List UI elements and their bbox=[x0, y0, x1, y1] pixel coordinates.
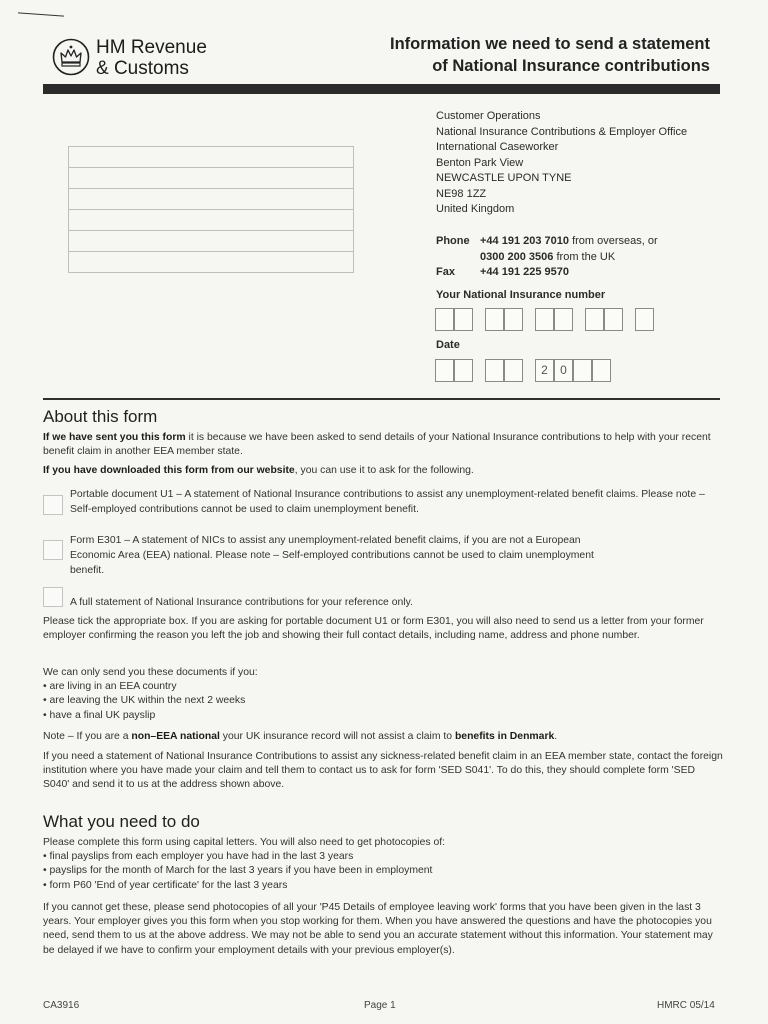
date-day-box[interactable] bbox=[435, 359, 454, 382]
address-line-field[interactable] bbox=[68, 146, 354, 167]
what-list: Please complete this form using capital letters. You will also need to get photocopies of: • final payslips from each employer you have had in the last 3 years • payslips for the month of March for the last 3 years if you have been in employment • form P60 'End of year certificate' for the last 3 years bbox=[43, 836, 723, 893]
address-line: Customer Operations bbox=[436, 110, 541, 122]
about-paragraph-5: If you need a statement of National Insurance Contributions to assist any sickness-related benefit claim in an EEA member state, contact the foreign institution where you have made your claim and tell them to contact us to ask for form 'SED S041'. To do this, they should complete form 'SED S040' and send it to us at the address shown above. bbox=[43, 751, 723, 791]
about-paragraph-3: Please tick the appropriate box. If you are asking for portable document U1 or form E301, you will also need to send us a letter from your former employer confirming the reason you left the job and showing their full contact details, including name, address and phone number. bbox=[43, 616, 704, 642]
ni-char-box[interactable] bbox=[604, 308, 623, 331]
address-line: International Caseworker bbox=[436, 141, 559, 153]
address-line: National Insurance Contributions & Employer Office bbox=[436, 125, 688, 138]
date-month-box[interactable] bbox=[485, 359, 504, 382]
what-paragraph-2: If you cannot get these, please send photocopies of all your 'P45 Details of employee leaving work' forms that you have been given in the last 3 years. Your employer gives you this form when you stop working for them. When you have answered the questions and have the photocopies you need, send them to us at the above address. We may not be able to send you an accurate statement without this information. Your statement may be delayed if we have to confirm your employment details with your previous employer(s). bbox=[43, 902, 713, 956]
denmark-note: Note – If you are a non–EEA national your UK insurance record will not assist a claim to benefits in Denmark. bbox=[43, 731, 558, 742]
form-code: CA3916 bbox=[43, 1000, 80, 1011]
list-item: • have a final UK payslip bbox=[43, 709, 156, 721]
what-heading: What you need to do bbox=[43, 812, 200, 831]
form-version: HMRC 05/14 bbox=[657, 1000, 715, 1011]
scan-mark bbox=[18, 12, 64, 16]
date-label: Date bbox=[436, 339, 460, 351]
list-item: • payslips for the month of March for the last 3 years if you have been in employment bbox=[43, 865, 433, 877]
ni-char-box[interactable] bbox=[535, 308, 554, 331]
title-line1: Information we need to send a statement bbox=[390, 35, 710, 53]
list-item: • are living in an EEA country bbox=[43, 681, 177, 693]
option-full-statement-label: A full statement of National Insurance contributions for your reference only. bbox=[70, 597, 413, 608]
address-line-field[interactable] bbox=[68, 188, 354, 209]
org-name-line1: HM Revenue bbox=[96, 37, 207, 58]
address-line-field[interactable] bbox=[68, 251, 354, 273]
eligibility-list: We can only send you these documents if you: • are living in an EEA country • are leaving the UK within the next 2 weeks • have a final UK payslip bbox=[43, 666, 723, 723]
date-year-box[interactable]: 2 bbox=[535, 359, 554, 382]
crown-crest-icon bbox=[52, 38, 90, 76]
section-divider bbox=[43, 398, 720, 400]
address-line: NE98 1ZZ bbox=[436, 187, 487, 200]
option-checkbox-full-statement[interactable] bbox=[43, 587, 63, 607]
option-checkbox-e301[interactable] bbox=[43, 540, 63, 560]
contact-numbers: Phone +44 191 203 7010 from overseas, or 0300 200 3506 from the UK Fax +44 191 225 9570 bbox=[436, 234, 658, 281]
title-line2: of National Insurance contributions bbox=[432, 57, 710, 75]
return-address bbox=[436, 109, 687, 218]
page-number: Page 1 bbox=[364, 1000, 396, 1011]
recipient-address-box[interactable] bbox=[68, 146, 354, 273]
list-item: • form P60 'End of year certificate' for the last 3 years bbox=[43, 879, 288, 891]
address-line-field[interactable] bbox=[68, 230, 354, 251]
address-line: Benton Park View bbox=[436, 156, 524, 169]
ni-char-box[interactable] bbox=[635, 308, 654, 331]
fax-label: Fax bbox=[436, 266, 455, 278]
date-day-box[interactable] bbox=[454, 359, 473, 382]
list-item: • are leaving the UK within the next 2 weeks bbox=[43, 695, 246, 707]
option-u1-label: Portable document U1 – A statement of National Insurance contributions to assist any unemployment-related benefit claims. Please note – Self-employed contributions cannot be used to claim unemployment benefit. bbox=[70, 489, 705, 515]
address-line: NEWCASTLE UPON TYNE bbox=[436, 172, 572, 184]
fax-number: +44 191 225 9570 bbox=[480, 266, 570, 278]
option-e301-label: Form E301 – A statement of NICs to assist any unemployment-related benefit claims, if you are not a European Economic Area (EEA) national. Please note – Self-employed contributions cannot be used to claim unemployment benefit. bbox=[70, 535, 594, 576]
option-checkbox-u1[interactable] bbox=[43, 495, 63, 515]
ni-char-box[interactable] bbox=[485, 308, 504, 331]
ni-char-box[interactable] bbox=[504, 308, 523, 331]
ni-char-box[interactable] bbox=[454, 308, 473, 331]
ni-char-box[interactable] bbox=[585, 308, 604, 331]
address-line-field[interactable] bbox=[68, 209, 354, 230]
address-line-field[interactable] bbox=[68, 167, 354, 188]
date-year-box[interactable] bbox=[592, 359, 611, 382]
phone-uk: 0300 200 3506 bbox=[480, 250, 554, 263]
ni-char-box[interactable] bbox=[435, 308, 454, 331]
phone-overseas: +44 191 203 7010 bbox=[480, 235, 570, 247]
form-title bbox=[290, 33, 710, 77]
org-name-line2: & Customs bbox=[96, 58, 189, 79]
date-year-box[interactable] bbox=[573, 359, 592, 382]
list-item: • final payslips from each employer you have had in the last 3 years bbox=[43, 851, 354, 863]
ni-number-label: Your National Insurance number bbox=[436, 289, 606, 301]
about-heading: About this form bbox=[43, 407, 158, 426]
phone-label: Phone bbox=[436, 235, 470, 247]
date-year-box[interactable]: 0 bbox=[554, 359, 573, 382]
date-month-box[interactable] bbox=[504, 359, 523, 382]
header-divider bbox=[43, 84, 720, 94]
about-paragraph-1: If we have sent you this form it is because we have been asked to send details of your National Insurance contributions to help with your recent benefit claim in another EEA member state. bbox=[43, 432, 711, 458]
about-paragraph-2: If you have downloaded this form from our website, you can use it to ask for the following. bbox=[43, 465, 474, 476]
ni-char-box[interactable] bbox=[554, 308, 573, 331]
address-line: United Kingdom bbox=[436, 203, 515, 215]
